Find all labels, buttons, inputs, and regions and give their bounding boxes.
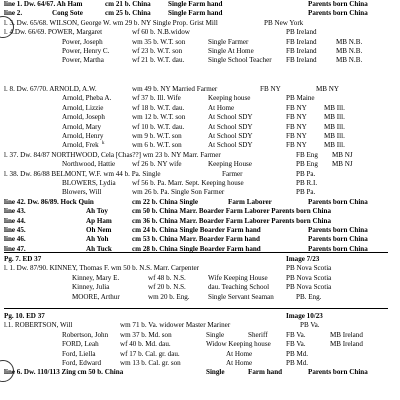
census-field: cm 53 b. China Marr. Boarder Farm hand xyxy=(132,235,260,244)
census-field: FB Va. xyxy=(286,330,306,339)
census-field: FB NY xyxy=(286,103,307,112)
census-line xyxy=(0,0,400,9)
census-field: l. 37. Dw. 84/87 NORTHWOOD, Cela [Chas??] wm 23 b. NY Marr. Farmer xyxy=(4,150,221,159)
census-field: wm 12 b. W.T. son xyxy=(132,113,186,122)
census-line xyxy=(0,170,400,179)
census-field: line 1. Dw. 64/67. Ah Ham xyxy=(4,0,83,8)
census-field: MB NJ xyxy=(332,150,353,159)
census-field: Arnold, Pheba A. xyxy=(62,94,112,103)
census-line xyxy=(0,94,400,103)
census-field: Wife Keeping House xyxy=(208,273,268,282)
census-line xyxy=(0,368,400,377)
census-field: PB Pa. xyxy=(296,169,316,178)
census-field: Single School Teacher xyxy=(208,56,272,65)
census-field: Sheriff xyxy=(248,330,268,339)
census-field: MB Ill. xyxy=(324,103,345,112)
census-field: wm 37 b. Md. son xyxy=(120,330,172,339)
census-field: MB N.B. xyxy=(336,37,363,46)
census-field: PB Ireland xyxy=(286,28,317,37)
census-field: FB Ireland xyxy=(286,37,317,46)
census-field: line 46. xyxy=(4,235,26,244)
census-field: Parents born China xyxy=(308,244,368,253)
census-field: Parents born China xyxy=(308,235,368,244)
census-field: MB Ill. xyxy=(324,141,345,150)
census-field: Arnold, Frek xyxy=(62,141,99,150)
census-field: PB Md. xyxy=(286,359,309,367)
census-field: PB R.I. xyxy=(296,179,318,187)
census-line xyxy=(0,293,400,302)
census-line xyxy=(0,283,400,292)
census-field: Pg. 7. ED 37 xyxy=(4,255,42,263)
census-field: cm 25 b. China xyxy=(105,9,151,18)
census-field: wm 71 b. Va. widower Master Mariner xyxy=(120,321,231,330)
census-field: PB Md. xyxy=(286,349,309,358)
census-line xyxy=(0,179,400,188)
census-field: line 45. xyxy=(4,226,26,234)
census-field: Ford, Edward xyxy=(62,359,102,367)
census-field: wm 35 b. W.T. son xyxy=(132,37,186,46)
census-field: wf 48 b. N.S. xyxy=(148,273,186,282)
census-field: Pg. 10. ED 37 xyxy=(4,312,45,320)
census-line xyxy=(0,331,400,340)
census-field: l. 4.Dw. 66/69. POWER, Margaret xyxy=(4,28,103,37)
census-field: MB Ill. xyxy=(324,113,345,122)
census-field: l.1. ROBERTSON, Will xyxy=(4,321,73,330)
census-line xyxy=(0,207,400,216)
census-field: Ford, Liella xyxy=(62,349,96,358)
census-field: line 43. xyxy=(4,207,26,216)
census-field: cm 24 b. China Single Boarder Farm hand xyxy=(132,226,261,234)
census-field: FB Va. xyxy=(286,340,306,349)
census-field: MB Ireland xyxy=(330,330,363,339)
census-field: MB NJ xyxy=(332,160,353,169)
census-field: wf 23 b. W.T. son xyxy=(132,47,183,55)
census-line xyxy=(0,141,400,150)
census-line xyxy=(0,19,400,28)
census-field: FB Ireland xyxy=(286,56,317,65)
census-line xyxy=(0,350,400,359)
census-field: Single Farm hand xyxy=(168,0,223,8)
census-field: wf 56 b. Pa. Marr. Sept. Keeping house xyxy=(132,179,244,187)
census-field: Single At Home xyxy=(208,47,254,55)
census-field: Image 7/23 xyxy=(286,255,320,263)
census-field: k xyxy=(102,141,105,147)
census-field: l. 1. Dw. 87/90. KINNEY, Thomas F. wm 50 b. N.S. Marr. Carpenter xyxy=(4,264,199,273)
census-line xyxy=(0,47,400,56)
census-field: Ah Toy xyxy=(86,207,108,216)
census-field: Parents born China xyxy=(308,368,368,377)
census-field: wf 17 b. Cal. gr. dau. xyxy=(120,349,180,358)
census-line xyxy=(0,160,400,169)
census-line xyxy=(0,113,400,122)
census-field: Cong Sote xyxy=(52,9,83,18)
census-field: Image 10/23 xyxy=(286,312,323,320)
census-field: FB NY xyxy=(260,85,281,93)
census-field: Kinney, Mary E. xyxy=(72,273,120,282)
census-field: Farmer xyxy=(222,169,243,178)
census-line xyxy=(0,217,400,226)
census-line xyxy=(0,28,400,37)
census-field: cm 21 b. China xyxy=(105,0,151,8)
census-field: Single xyxy=(206,330,225,339)
census-field: wf 10 b. W.T. dau. xyxy=(132,122,185,131)
census-field: MB N.B. xyxy=(336,47,363,55)
census-field: dau. Teaching School xyxy=(208,283,270,292)
census-field: wf 37 b. Ill. Wife xyxy=(132,94,181,103)
census-field: PB Nova Scotia xyxy=(286,283,332,292)
census-field: At School SDY xyxy=(208,132,253,140)
census-field: At School SDY xyxy=(208,141,253,150)
census-line xyxy=(0,198,400,207)
census-field: At School SDY xyxy=(208,122,253,131)
census-field: Single Farmer xyxy=(208,37,249,46)
census-field: Arnold, Mary xyxy=(62,122,102,131)
census-field: wm 20 b. Eng. xyxy=(148,292,190,301)
census-field: PB Nova Scotia xyxy=(286,264,332,273)
census-field: MB NY xyxy=(316,85,340,93)
census-line xyxy=(0,245,400,254)
census-field: line 2. xyxy=(4,9,23,18)
census-field: wm 26 b. Pa. Single Son Farmer xyxy=(132,188,225,197)
census-line xyxy=(0,9,400,18)
census-line xyxy=(0,226,400,235)
census-field: cm 36 b. China Marr. Boarder Farm Laborer Parents born China xyxy=(132,216,332,225)
census-field: Farm Laborer xyxy=(228,197,272,206)
census-field: Ah Tuck xyxy=(86,244,112,253)
census-field: At School SDY xyxy=(208,113,253,122)
census-field: At Home xyxy=(226,349,253,358)
census-line xyxy=(0,359,400,368)
census-field: Ap Ham xyxy=(86,216,112,225)
census-field: BLOWERS, Lydia xyxy=(62,179,116,187)
census-field: At Home xyxy=(226,359,253,367)
census-line xyxy=(0,274,400,283)
census-field: Kinney, Julia xyxy=(72,283,110,292)
census-field: Keeping House xyxy=(208,160,252,169)
census-field: wf 40 b. Md. dau. xyxy=(120,340,171,349)
census-field: wf 18 b. W.T. dau. xyxy=(132,103,185,112)
census-line xyxy=(0,235,400,244)
census-field: Power, Martha xyxy=(62,56,104,65)
census-field: wf 26 b. NY wife xyxy=(132,160,182,169)
census-field: Arnold, Lizzie xyxy=(62,103,104,112)
census-field: Robertson, John xyxy=(62,330,109,339)
census-field: line 47. xyxy=(4,244,26,253)
census-field: l. 8. Dw. 67/70. ARNOLD, A.W. xyxy=(4,85,97,93)
census-field: Power, Henry C. xyxy=(62,47,110,55)
census-field: cm 22 b. China Single xyxy=(132,197,199,206)
census-field: line 44. xyxy=(4,216,26,225)
census-field: FB Eng xyxy=(296,150,318,159)
census-line xyxy=(0,104,400,113)
census-field: Northwood, Hattie xyxy=(62,160,116,169)
census-field: l. 38. Dw. 86/88 BELMONT, W.F. wm 44 b. Pa. Single xyxy=(4,169,161,178)
census-field: MOORE, Arthur xyxy=(72,292,120,301)
census-field: Parents born China xyxy=(308,197,368,206)
census-field: Parents born China xyxy=(308,226,368,234)
census-field: PB Nova Scotia xyxy=(286,273,332,282)
census-field: wm 49 b. NY Married Farmer xyxy=(132,85,218,93)
census-line xyxy=(0,85,400,94)
census-field: Parents born China xyxy=(308,0,368,8)
census-field: FB Ireland xyxy=(286,47,317,55)
census-field: Farm hand xyxy=(248,368,283,377)
census-field: FB NY xyxy=(286,141,307,150)
census-line xyxy=(0,38,400,47)
census-field: Ah Yoh xyxy=(86,235,109,244)
census-line xyxy=(0,340,400,349)
census-line xyxy=(0,321,400,330)
census-field: Power, Joseph xyxy=(62,37,103,46)
census-field: PB Maine xyxy=(286,94,315,103)
census-field: PB. Eng. xyxy=(296,292,322,301)
census-field: wf 60 b. N.B.widow xyxy=(132,28,190,37)
census-field: Widow Keeping house xyxy=(206,340,271,349)
census-line xyxy=(0,123,400,132)
census-line xyxy=(0,312,400,321)
census-field: MB N.B. xyxy=(336,56,363,65)
census-line xyxy=(0,188,400,197)
census-line xyxy=(0,264,400,273)
census-field: wm 13 b. Cal. gr. son xyxy=(120,359,181,367)
census-field: wf 21 b. W.T. dau. xyxy=(132,56,185,65)
census-field: FB NY xyxy=(286,122,307,131)
census-field: line 6. Dw. 110/113 Zing cm 50 b. China xyxy=(4,368,124,377)
census-field: Oh Nem xyxy=(86,226,112,234)
census-field: PB Va. xyxy=(300,321,320,330)
census-line xyxy=(0,151,400,160)
census-field: cm 28 b. China Single Boarder Farm hand xyxy=(132,244,261,253)
census-field: wm 9 b. W.T. son xyxy=(132,132,182,140)
census-line xyxy=(0,56,400,65)
census-line xyxy=(0,132,400,141)
census-field: PB Eng xyxy=(296,160,318,169)
census-field: Keeping house xyxy=(208,94,251,103)
census-field: At Home xyxy=(208,103,235,112)
section-divider-2 xyxy=(4,308,388,309)
census-field: Single Servant Seaman xyxy=(208,292,274,301)
census-line xyxy=(0,255,400,264)
census-field: line 42. Dw. 86/89. Hock Quin xyxy=(4,197,94,206)
census-field: PB New York xyxy=(264,18,304,27)
census-field: MB Ill. xyxy=(324,132,345,140)
census-field: l. 3. Dw. 65/68. WILSON, George W. wm 29 b. NY Single Prop. Grist Mill xyxy=(4,18,218,27)
census-field: wm 6 b. W.T. son xyxy=(132,141,182,150)
census-field: FB NY xyxy=(286,132,307,140)
census-field: FB NY xyxy=(286,113,307,122)
census-field: Single Farm hand xyxy=(168,9,223,18)
census-field: Blowers, Will xyxy=(62,188,102,197)
census-field: Arnold, Henry xyxy=(62,132,104,140)
census-field: cm 50 b. China Marr. Boarder Farm Laborer Parents born China xyxy=(132,207,332,216)
census-field: MB Ireland xyxy=(330,340,363,349)
census-field: PB Pa. xyxy=(296,188,316,197)
census-field: wf 20 b. N.S. xyxy=(148,283,186,292)
census-field: FORD, Leah xyxy=(62,340,99,349)
census-field: Arnold, Joseph xyxy=(62,113,105,122)
census-field: Parents born China xyxy=(308,9,368,18)
census-field: Single xyxy=(206,368,225,377)
census-field: MB Ill. xyxy=(324,122,345,131)
